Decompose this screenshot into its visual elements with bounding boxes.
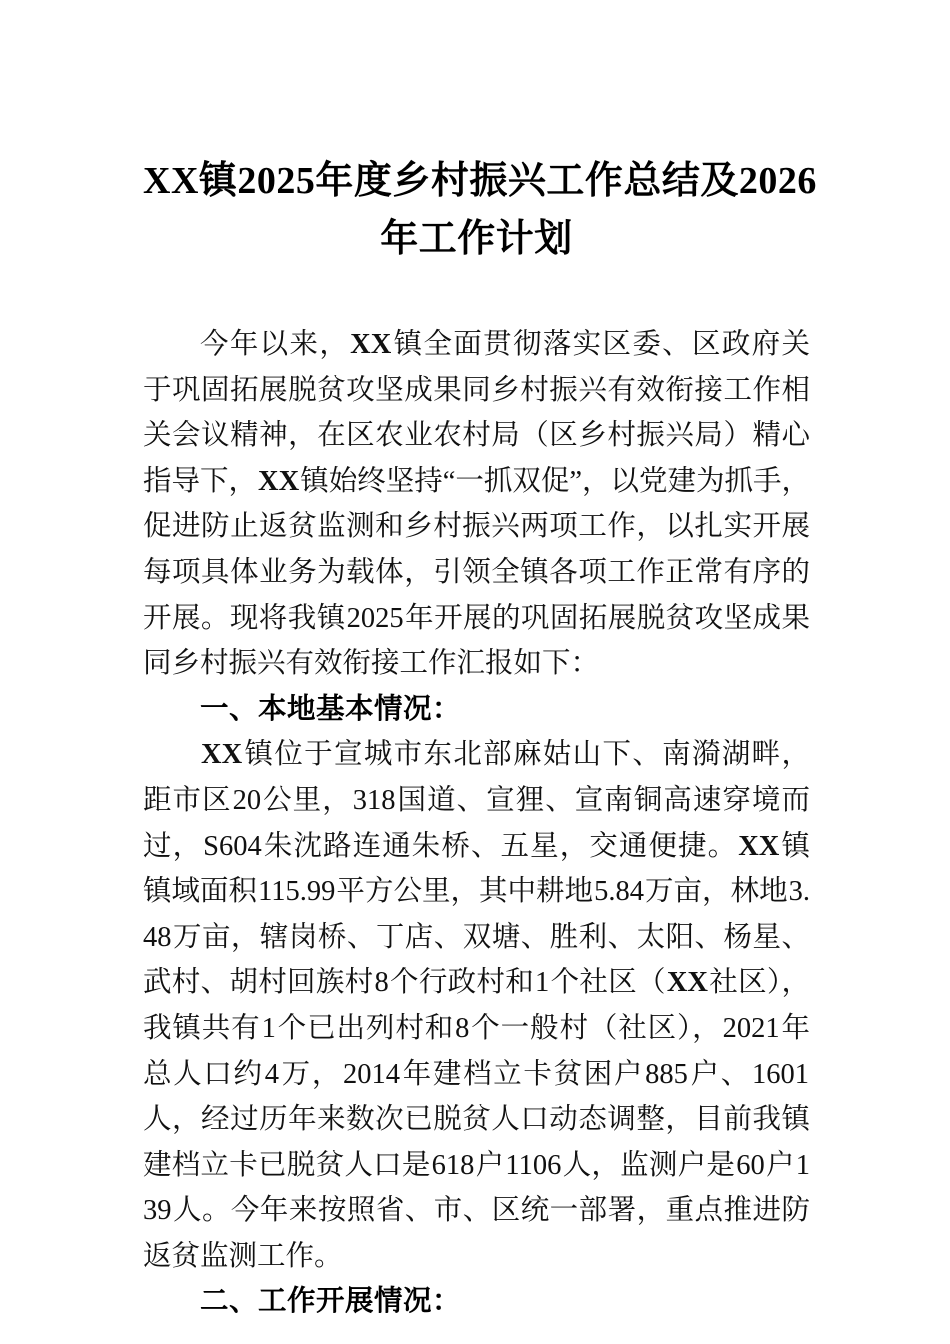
numeric-run: 2025 [346, 602, 404, 634]
numeric-run: 1 [535, 967, 550, 999]
numeric-run: 139 [143, 1149, 810, 1227]
numeric-run: 5.84 [594, 876, 644, 908]
numeric-run: 2014 [343, 1058, 401, 1090]
page-title-line-1: XX镇2025年度乡村振兴工作总结及2026 [143, 160, 817, 202]
latin-run: XX [738, 830, 780, 862]
numeric-run: 8 [374, 967, 389, 999]
numeric-run: 318 [352, 784, 396, 816]
section-heading-1: 一、本地基本情况： [200, 692, 462, 725]
numeric-run: 1 [261, 1012, 276, 1044]
numeric-run: 4 [264, 1058, 279, 1090]
numeric-run: 618 [431, 1149, 475, 1181]
numeric-run: S604 [203, 830, 262, 862]
latin-run: XX [350, 329, 392, 360]
page-title-line-2: 年工作计划 [380, 218, 573, 260]
numeric-run: 3.48 [143, 876, 810, 953]
latin-run: XX [258, 465, 300, 497]
local-situation-paragraph: XX镇位于宣城市东北部麻姑山下、南漪湖畔，距市区20公里，318国道、宣狸、宣南铜高速穿境而过，S604朱沈路连通朱桥、五星，交通便捷。XX镇镇域面积115.99平方公里，其中耕地5.84万亩，林地3.48万亩，辖岗桥、丁店、双塘、胜利、太阳、杨星、武村、胡村回族村8个行政村和1个社区（XX社区），我镇共有1个已出列村和8个一般村（社区），2021年总人口约4万，2014年建档立卡贫困户885户、1601人，经过历年来数次已脱贫人口动态调整，目前我镇建档立卡已脱贫人口是618户1106人，监测户是60户139人。今年来按照省、市、区统一部署，重点推进防返贫监测工作。 [143, 739, 810, 1272]
latin-run: XX [666, 967, 708, 999]
numeric-run: 20 [232, 784, 262, 816]
numeric-run: 115.99 [258, 876, 336, 908]
numeric-run: 1601 [751, 1058, 809, 1090]
document-body [143, 322, 810, 1325]
section-heading-2: 二、工作开展情况： [200, 1285, 462, 1318]
numeric-run: 2021 [722, 1012, 780, 1044]
numeric-run: 60 [736, 1149, 765, 1181]
numeric-run: 885 [645, 1058, 688, 1090]
page-title [143, 152, 817, 268]
latin-run: XX [201, 739, 243, 771]
numeric-run: 1106 [505, 1149, 562, 1181]
intro-paragraph: 今年以来，XX镇全面贯彻落实区委、区政府关于巩固拓展脱贫攻坚成果同乡村振兴有效衔接工作相关会议精神，在区农业农村局（区乡村振兴局）精心指导下，XX镇始终坚持“一抓双促”，以党建为抓手，促进防止返贫监测和乡村振兴两项工作，以扎实开展每项具体业务为载体，引领全镇各项工作正常有序的开展。现将我镇2025年开展的巩固拓展脱贫攻坚成果同乡村振兴有效衔接工作汇报如下： [143, 329, 810, 680]
numeric-run: 8 [455, 1012, 470, 1044]
